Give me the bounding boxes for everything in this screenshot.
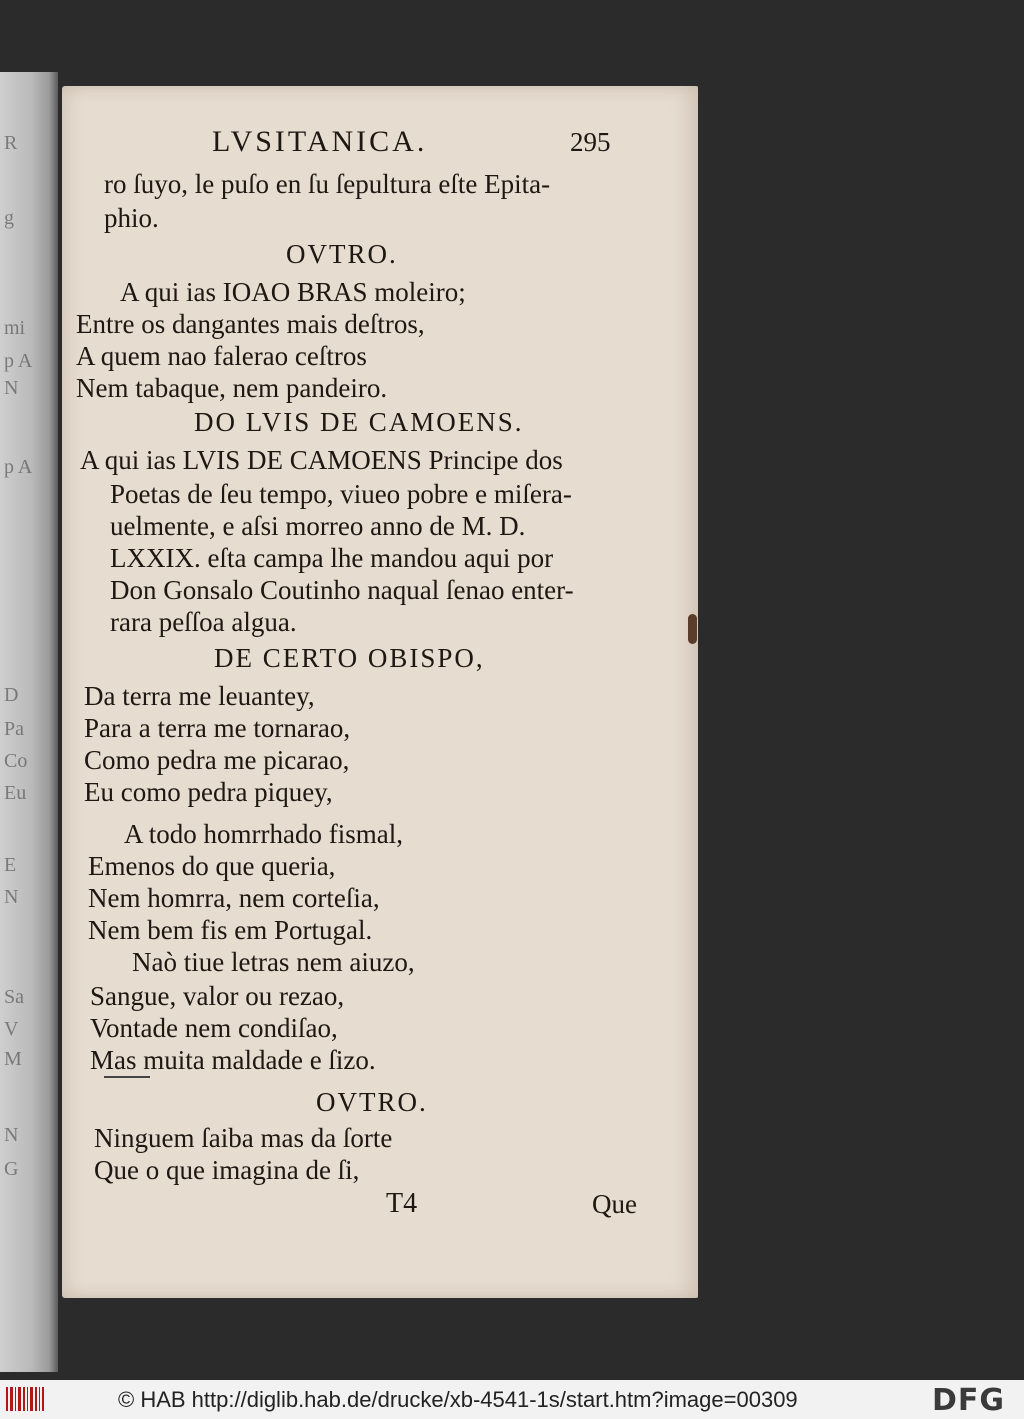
previous-page-fragments (0, 72, 58, 1372)
barcode-icon (4, 1385, 46, 1413)
section-heading: DE CERTO OBISPO, (214, 643, 485, 673)
prev-fragment: Co (4, 750, 28, 772)
text-line: uelmente, e aſsi morreo anno de M. D. (110, 511, 526, 541)
previous-page-edge (0, 72, 58, 1372)
verse-line: A qui ias IOAO BRAS moleiro; (120, 277, 466, 307)
prev-fragment: p A (4, 456, 33, 478)
verse-line: Vontade nem condiſao, (90, 1013, 338, 1043)
prev-fragment: g (4, 207, 14, 229)
page-stain (688, 614, 697, 644)
text-line: phio. (104, 203, 159, 233)
running-head: LVSITANICA. (212, 125, 428, 158)
verse-line: Eu como pedra piquey, (84, 777, 333, 807)
prev-fragment: V (4, 1018, 19, 1040)
prev-fragment: G (4, 1158, 19, 1180)
prev-fragment: N (4, 377, 19, 399)
verse-line: Naò tiue letras nem aiuzo, (132, 947, 415, 977)
verse-line: Sangue, valor ou rezao, (90, 981, 345, 1011)
copyright-link[interactable]: © HAB http://diglib.hab.de/drucke/xb-4541-1s/start.htm?image=00309 (118, 1387, 798, 1412)
prev-fragment: p A (4, 350, 33, 372)
verse-line: Que o que imagina de ſi, (94, 1155, 360, 1185)
page-number: 295 (570, 127, 611, 157)
ornament-flourish (104, 1076, 150, 1078)
verse-line: Nem bem fis em Portugal. (88, 915, 373, 945)
dfg-logo: DFG (932, 1383, 1006, 1418)
verse-line: Nem homrra, nem corteſia, (88, 883, 380, 913)
verse-line: Entre os dangantes mais deſtros, (76, 309, 425, 339)
section-heading: OVTRO. (286, 239, 398, 269)
verse-line: Ninguem ſaiba mas da ſorte (94, 1123, 393, 1153)
prev-fragment: Eu (4, 782, 27, 804)
text-line: rara peſſoa algua. (110, 607, 297, 637)
catchword: Que (592, 1189, 637, 1219)
verse-line: Como pedra me picarao, (84, 745, 350, 775)
prev-fragment: N (4, 1124, 19, 1146)
viewer-footer (0, 1380, 1024, 1419)
prev-fragment: N (4, 886, 19, 908)
prev-fragment: R (4, 132, 18, 154)
text-line: Don Gonsalo Coutinho naqual ſenao enter- (110, 575, 574, 605)
verse-line: A quem nao falerao ceſtros (76, 341, 367, 371)
verse-line: Para a terra me tornarao, (84, 713, 351, 743)
prev-fragment: M (4, 1048, 22, 1070)
text-line: LXXIX. eſta campa lhe mandou aqui por (110, 543, 554, 573)
signature-mark: T4 (386, 1188, 418, 1219)
prev-fragment: Sa (4, 986, 24, 1008)
text-line: ro ſuyo, le puſo en ſu ſepultura eſte Epita- (104, 169, 551, 199)
prev-fragment: D (4, 684, 19, 706)
text-line: A qui ias LVIS DE CAMOENS Principe dos (80, 445, 563, 475)
prev-fragment: Pa (4, 718, 24, 740)
text-line: Poetas de ſeu tempo, viueo pobre e miſera- (110, 479, 572, 509)
verse-line: Nem tabaque, nem pandeiro. (76, 373, 388, 403)
verse-line: Mas muita maldade e ſizo. (90, 1045, 376, 1075)
verse-line: A todo homrrhado fismal, (124, 819, 403, 849)
prev-fragment: E (4, 854, 17, 876)
verse-line: Emenos do que queria, (88, 851, 336, 881)
section-heading: DO LVIS DE CAMOENS. (194, 407, 524, 437)
section-heading: OVTRO. (316, 1087, 428, 1117)
prev-fragment: mi (4, 317, 26, 339)
verse-line: Da terra me leuantey, (84, 681, 315, 711)
